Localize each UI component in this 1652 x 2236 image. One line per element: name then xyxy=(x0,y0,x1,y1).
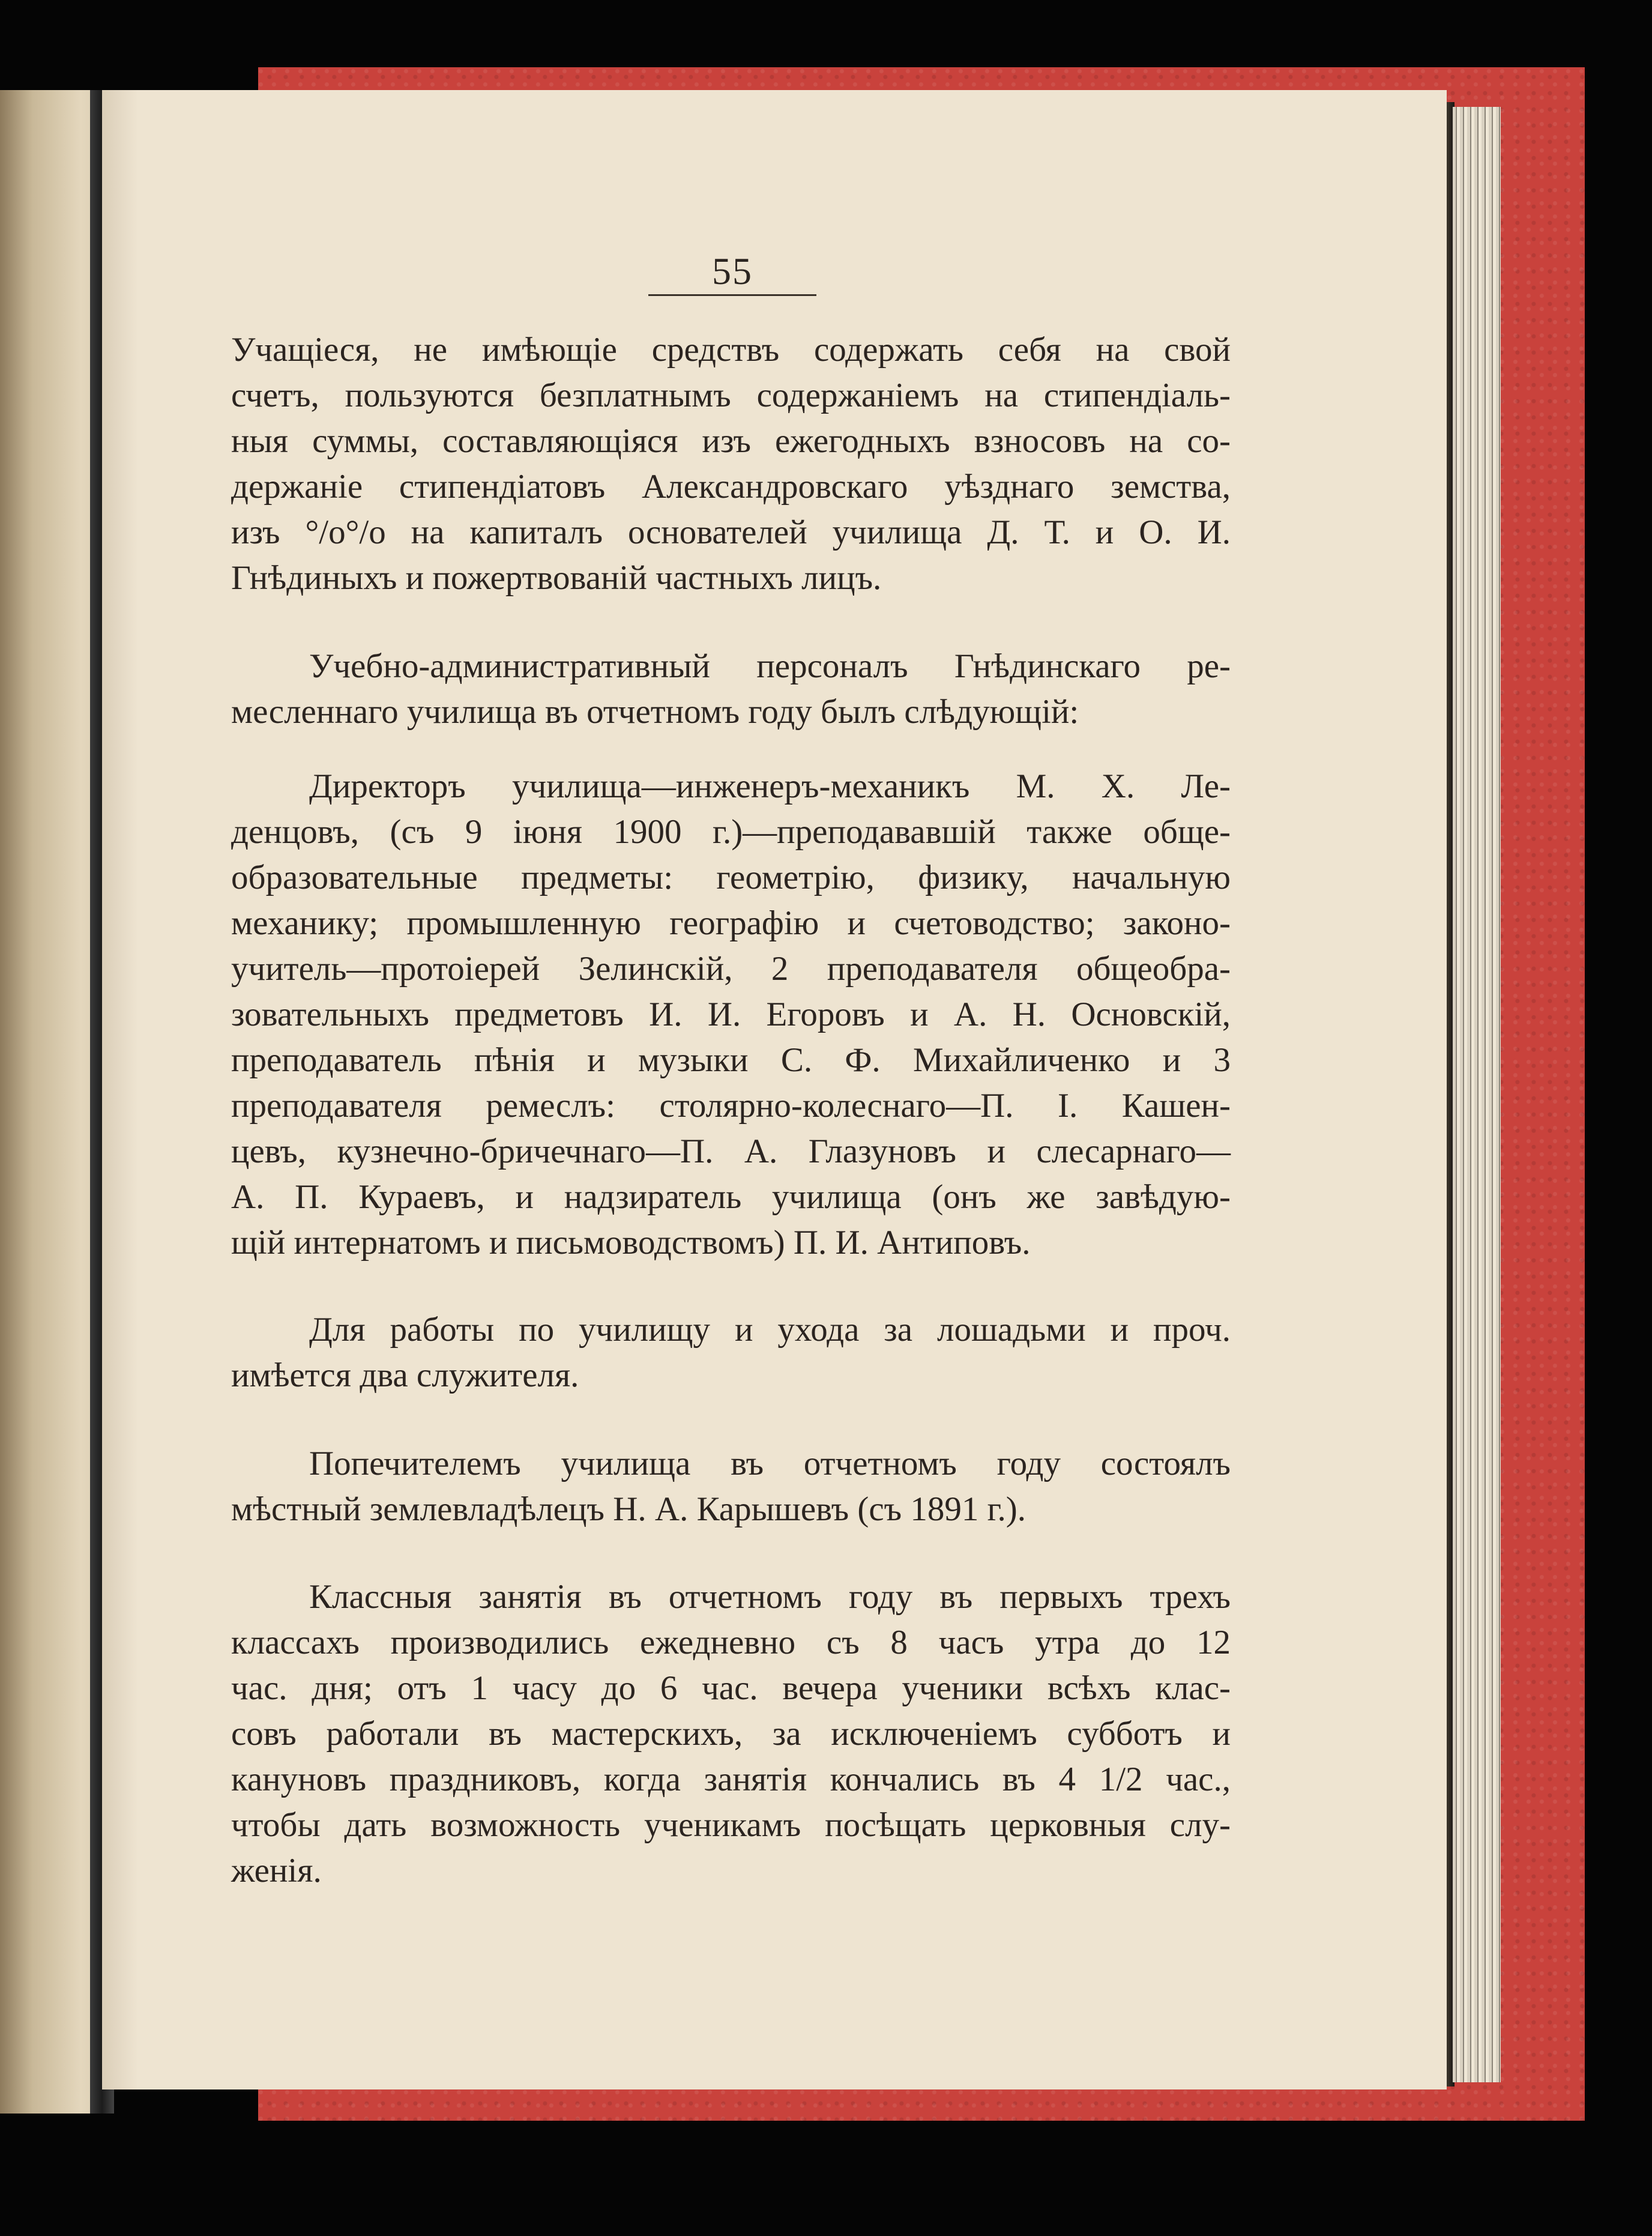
text-line: учитель—протоіерей Зелинскій, 2 преподавателя общеобра- xyxy=(231,950,1231,988)
text-line: классахъ производились ежедневно съ 8 часъ утра до 12 xyxy=(231,1624,1231,1661)
text-line: держаніе стипендіатовъ Александровскаго уѣзднаго земства, xyxy=(231,468,1231,506)
text-line: месленнаго училища въ отчетномъ году былъ слѣдующій: xyxy=(231,693,1079,731)
page-number: 55 xyxy=(712,250,753,292)
text-line: Попечителемъ училища въ отчетномъ году состоялъ xyxy=(309,1445,1231,1482)
text-line: совъ работали въ мастерскихъ, за исключеніемъ субботъ и xyxy=(231,1715,1231,1753)
text-line: имѣется два служителя. xyxy=(231,1356,579,1394)
text-line: преподаватель пѣнія и музыки С. Ф. Михайличенко и 3 xyxy=(231,1041,1231,1079)
text-line: щій интернатомъ и письмоводствомъ) П. И. Антиповъ. xyxy=(231,1224,1031,1262)
text-line: Гнѣдиныхъ и пожертвованій частныхъ лицъ. xyxy=(231,559,882,597)
text-line: Классныя занятія въ отчетномъ году въ первыхъ трехъ xyxy=(309,1578,1231,1616)
text-line: Директоръ училища—инженеръ-механикъ М. Х. Ле- xyxy=(309,767,1231,805)
text-line: Учебно-административный персоналъ Гнѣдинскаго ре- xyxy=(309,647,1231,685)
text-line: чтобы дать возможность ученикамъ посѣщать церковныя слу- xyxy=(231,1806,1231,1844)
text-line: ныя суммы, составляющіяся изъ ежегодныхъ взносовъ на со- xyxy=(231,422,1231,460)
text-line: преподавателя ремеслъ: столярно-колеснаго—П. І. Кашен- xyxy=(231,1087,1231,1125)
text-line: цевъ, кузнечно-бричечнаго—П. А. Глазуновъ и слесарнаго— xyxy=(231,1132,1231,1170)
page-stack-edges xyxy=(1453,107,1501,2082)
text-line: образовательные предметы: геометрію, физику, начальную xyxy=(231,859,1231,896)
text-line: денцовъ, (съ 9 іюня 1900 г.)—преподававшій также обще- xyxy=(231,813,1231,851)
page-number-rule xyxy=(648,294,816,296)
text-line: А. П. Кураевъ, и надзиратель училища (онъ же завѣдую- xyxy=(231,1178,1231,1216)
text-line: Для работы по училищу и ухода за лошадьми и проч. xyxy=(309,1311,1231,1349)
text-line: кануновъ праздниковъ, когда занятія кончались въ 4 1/2 час., xyxy=(231,1760,1231,1798)
text-line: изъ °/o°/o на капиталъ основателей училища Д. Т. и О. И. xyxy=(231,513,1231,551)
text-line: Учащіеся, не имѣющіе средствъ содержать себя на свой xyxy=(231,331,1231,369)
text-line: час. дня; отъ 1 часу до 6 час. вечера ученики всѣхъ клас- xyxy=(231,1669,1231,1707)
text-line: счетъ, пользуются безплатнымъ содержаніемъ на стипендіаль- xyxy=(231,376,1231,414)
text-line: механику; промышленную географію и счетоводство; законо- xyxy=(231,904,1231,942)
text-line: зовательныхъ предметовъ И. И. Егоровъ и А. Н. Основскій, xyxy=(231,996,1231,1033)
text-line: мѣстный землевладѣлецъ Н. А. Карышевъ (съ 1891 г.). xyxy=(231,1490,1026,1528)
text-line: женія. xyxy=(231,1852,322,1890)
